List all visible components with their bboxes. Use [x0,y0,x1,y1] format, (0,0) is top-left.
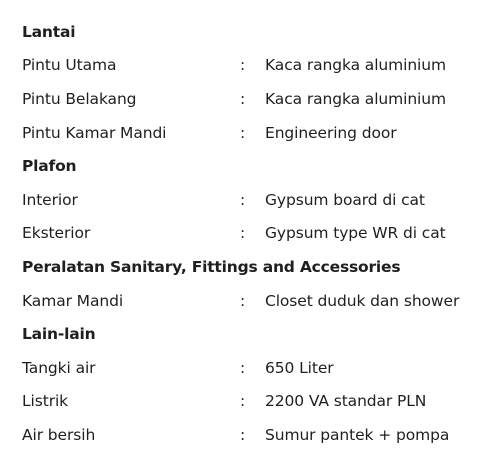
spec-label: Interior [22,190,78,209]
separator-colon: : [240,89,246,108]
spec-row-pintu-utama [0,49,490,83]
spec-row-pintu-kamar-mandi [0,116,490,150]
spec-value: Kaca rangka aluminium [265,56,446,75]
spec-label: Tangki air [22,358,96,377]
spec-row-tangki-air [0,351,490,385]
spec-row-pintu-belakang [0,82,490,116]
section-heading-plafon [0,149,490,183]
spec-label: Kamar Mandi [22,291,124,310]
spec-label: Listrik [22,392,69,411]
spec-row-interior [0,183,490,217]
separator-colon: : [240,358,246,377]
section-heading: Plafon [22,157,77,176]
separator-colon: : [240,123,246,142]
section-heading-lain-lain [0,317,490,351]
spec-label: Pintu Utama [22,56,117,75]
separator-colon: : [240,224,246,243]
spec-value: Engineering door [265,123,397,142]
spec-label: Pintu Kamar Mandi [22,123,167,142]
separator-colon: : [240,56,246,75]
section-heading-lantai [0,15,490,49]
spec-row-eksterior [0,217,490,251]
section-heading: Lain-lain [22,325,96,344]
separator-colon: : [240,190,246,209]
separator-colon: : [240,291,246,310]
spec-label: Pintu Belakang [22,89,137,108]
separator-colon: : [240,425,246,444]
spec-row-listrik [0,385,490,419]
spec-row-kamar-mandi [0,284,490,318]
spec-label: Air bersih [22,425,96,444]
spec-value: Gypsum type WR di cat [265,224,446,243]
spec-value: 2200 VA standar PLN [265,392,427,411]
spec-value: Kaca rangka aluminium [265,89,446,108]
spec-value: 650 Liter [265,358,334,377]
spec-value: Closet duduk dan shower [265,291,460,310]
section-heading-peralatan-sanitary [0,250,490,284]
spec-row-air-bersih [0,418,490,452]
separator-colon: : [240,392,246,411]
section-heading: Peralatan Sanitary, Fittings and Accessories [22,257,401,276]
spec-value: Gypsum board di cat [265,190,425,209]
section-heading: Lantai [22,22,76,41]
spec-label: Eksterior [22,224,91,243]
spec-value: Sumur pantek + pompa [265,425,450,444]
